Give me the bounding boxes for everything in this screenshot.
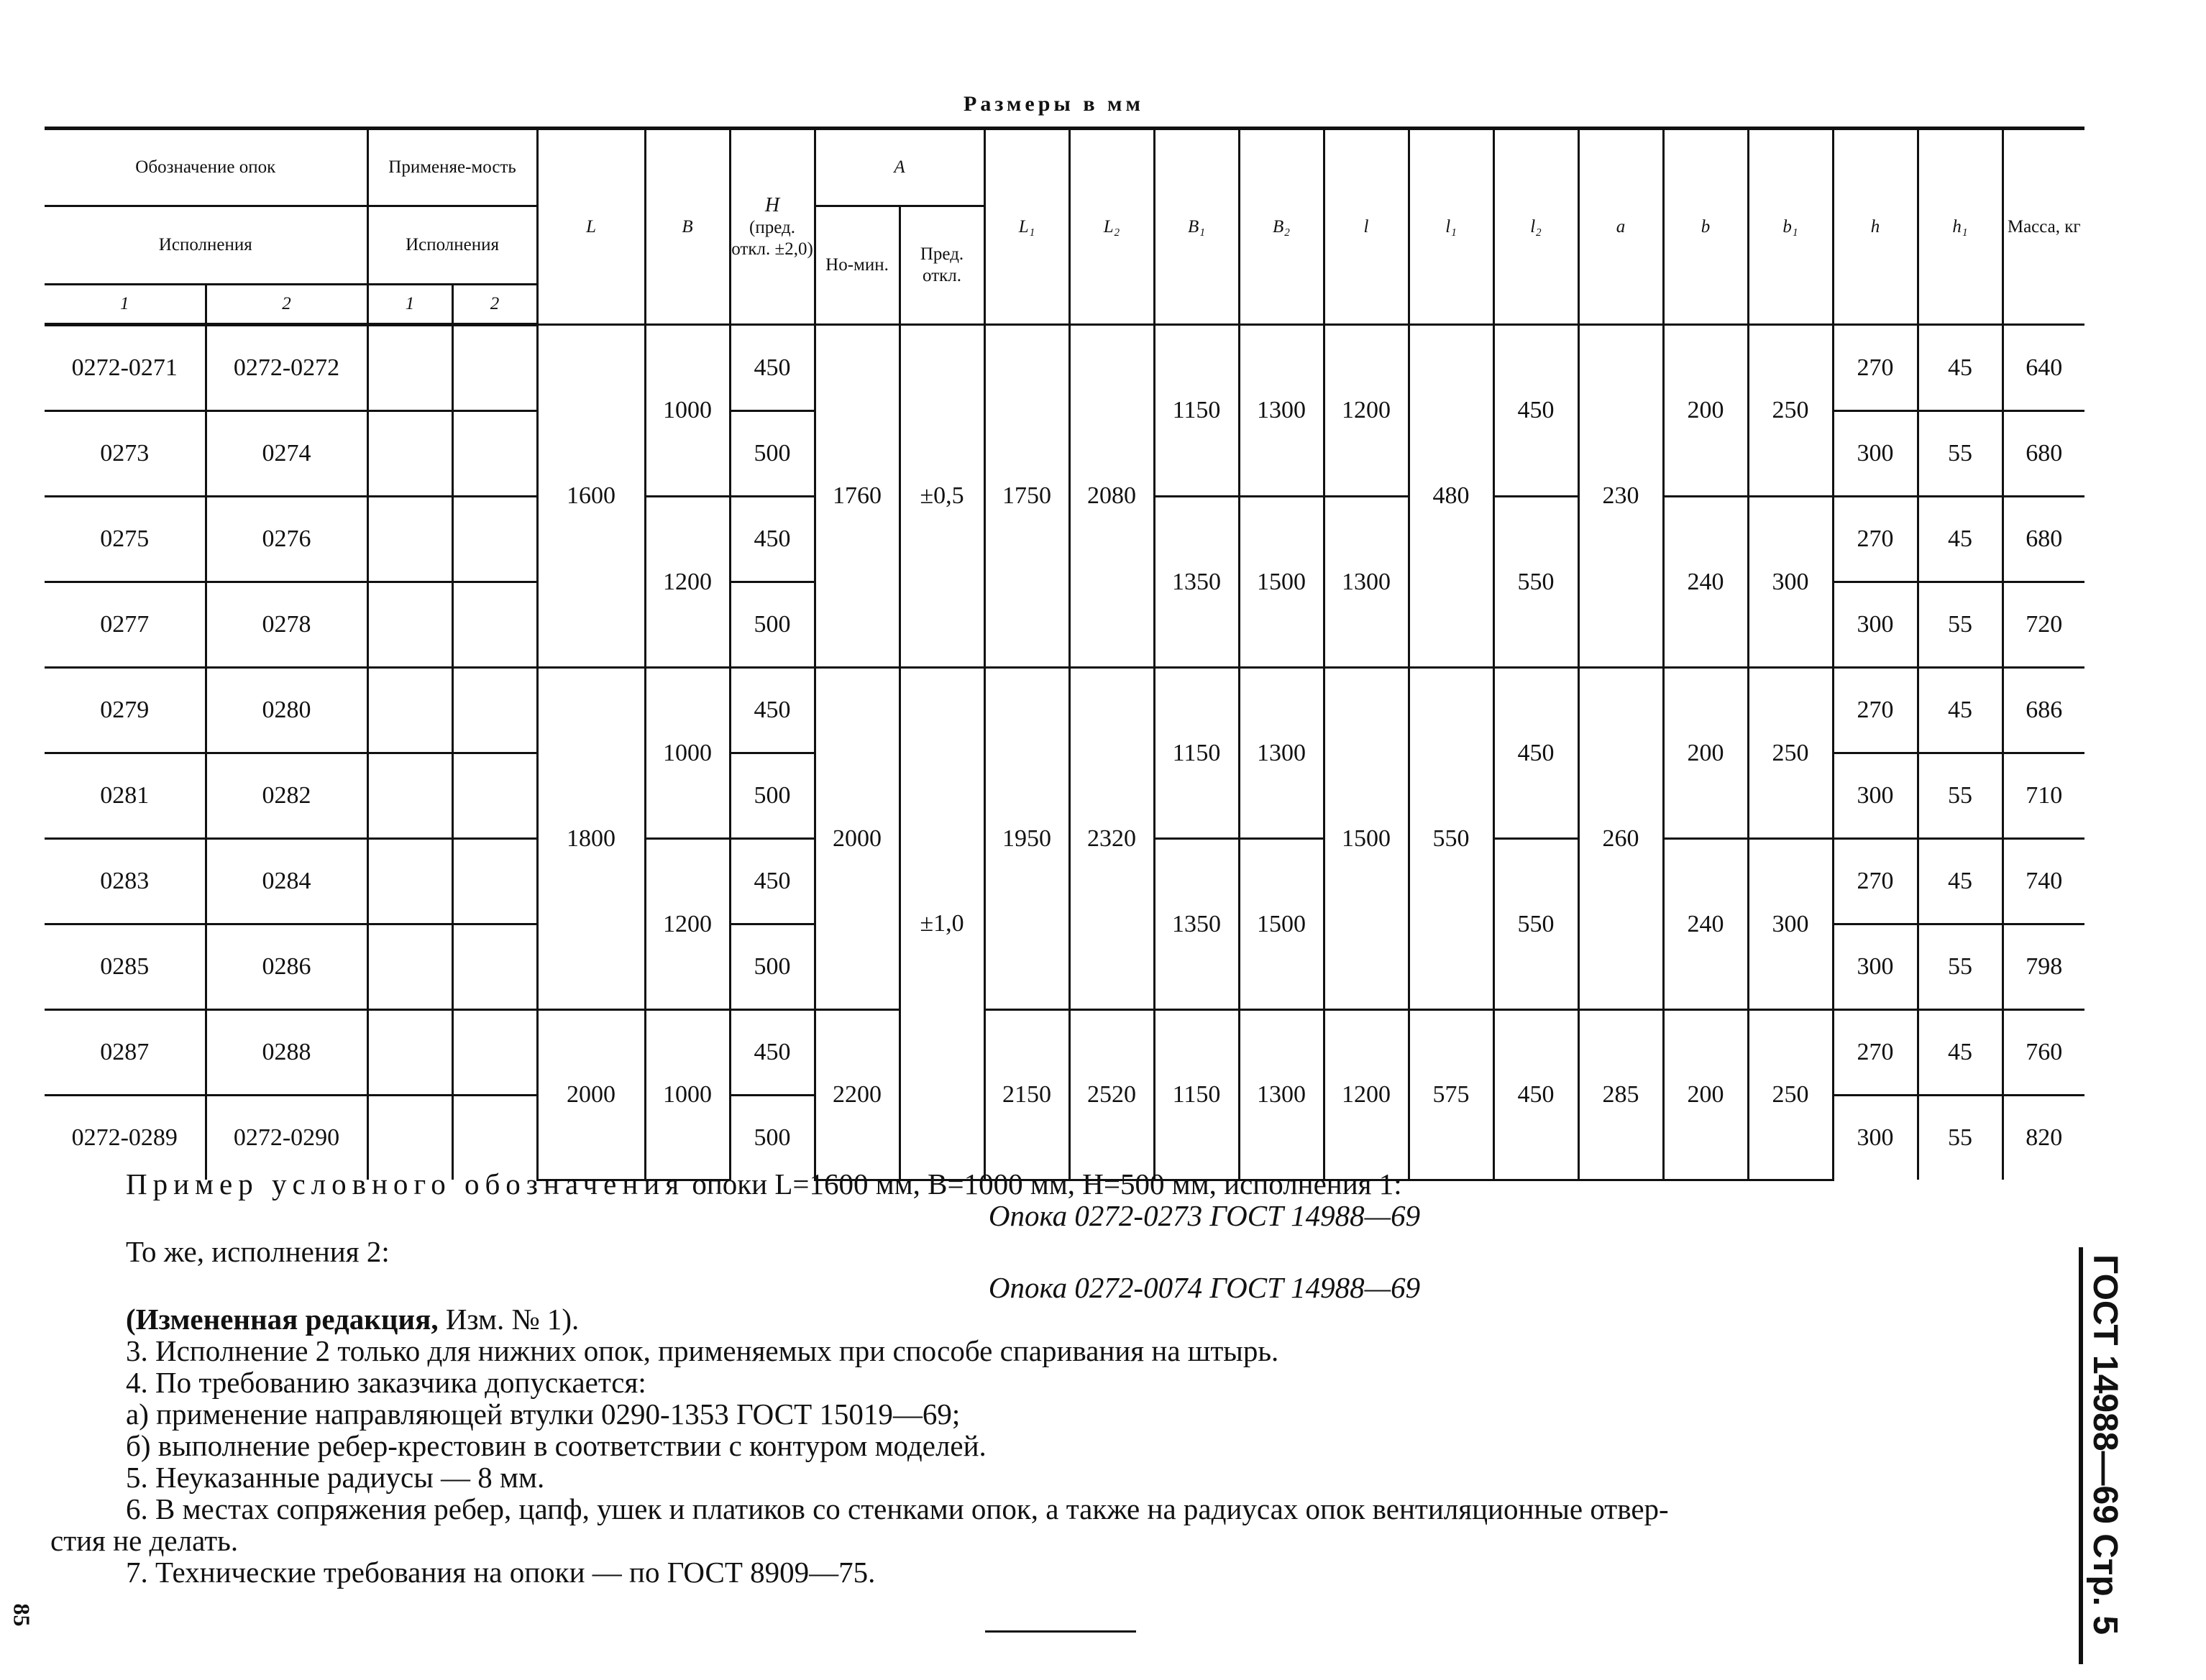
cell-b1: 250: [1748, 1010, 1833, 1180]
header-h1: h₁: [1918, 129, 2003, 325]
cell-l: 1300: [1324, 497, 1409, 668]
cell-H: 450: [730, 839, 815, 924]
cell-h1: 55: [1918, 582, 2003, 668]
header-B: B: [645, 129, 730, 325]
cell-h1: 55: [1918, 1096, 2003, 1180]
cell-mass: 680: [2003, 497, 2084, 582]
cell-b: 200: [1663, 325, 1748, 497]
cell-h: 300: [1833, 411, 1918, 497]
cell-B: 1000: [645, 325, 730, 497]
cell-H: 500: [730, 924, 815, 1010]
cell-b: 200: [1663, 668, 1748, 839]
cell-version-2: 0276: [206, 497, 367, 582]
cell-mass: 680: [2003, 411, 2084, 497]
note-4b: б) выполнение ребер-крестовин в соответствии с контуром моделей.: [126, 1429, 987, 1462]
cell-h1: 45: [1918, 668, 2003, 753]
cell-h: 270: [1833, 497, 1918, 582]
header-h: h: [1833, 129, 1918, 325]
cell-version-1: 0287: [45, 1010, 206, 1096]
cell-appl-1: [367, 497, 452, 582]
header-a: a: [1578, 129, 1663, 325]
cell-L2: 2080: [1069, 325, 1154, 668]
cell-B2: 1500: [1239, 839, 1324, 1010]
cell-l: 1200: [1324, 1010, 1409, 1180]
cell-B: 1000: [645, 1010, 730, 1180]
cell-h1: 55: [1918, 411, 2003, 497]
cell-version-2: 0288: [206, 1010, 367, 1096]
cell-L: 2000: [537, 1010, 645, 1180]
example-text: опоки L=1600 мм, B=1000 мм, H=500 мм, исполнения 1:: [692, 1167, 1402, 1201]
note-7: 7. Технические требования на опоки — по ГОСТ 8909—75.: [126, 1556, 876, 1589]
cell-l2: 450: [1493, 1010, 1578, 1180]
note-4a: а) применение направляющей втулки 0290-1353 ГОСТ 15019—69;: [126, 1397, 961, 1431]
cell-mass: 640: [2003, 325, 2084, 411]
cell-l1: 480: [1409, 325, 1493, 668]
cell-B1: 1150: [1154, 325, 1239, 497]
note-3: 3. Исполнение 2 только для нижних опок, применяемых при способе спаривания на штырь.: [126, 1334, 1279, 1367]
header-b: b: [1663, 129, 1748, 325]
cell-version-1: 0285: [45, 924, 206, 1010]
cell-B1: 1350: [1154, 839, 1239, 1010]
note-6-continuation: стия не делать.: [50, 1524, 239, 1557]
cell-B1: 1350: [1154, 497, 1239, 668]
cell-appl-2: [452, 924, 537, 1010]
example-designation-1: Опока 0272-0273 ГОСТ 14988—69: [988, 1199, 1421, 1232]
cell-l: 1500: [1324, 668, 1409, 1010]
cell-h1: 45: [1918, 325, 2003, 411]
cell-l1: 575: [1409, 1010, 1493, 1180]
cell-l2: 450: [1493, 668, 1578, 839]
cell-mass: 720: [2003, 582, 2084, 668]
cell-version-1: 0277: [45, 582, 206, 668]
cell-H: 450: [730, 497, 815, 582]
cell-appl-2: [452, 668, 537, 753]
header-L1: L₁: [984, 129, 1069, 325]
cell-l1: 550: [1409, 668, 1493, 1010]
cell-b1: 300: [1748, 497, 1833, 668]
header-designation: Обозначение опок: [45, 129, 367, 206]
cell-version-2: 0280: [206, 668, 367, 753]
cell-appl-1: [367, 839, 452, 924]
cell-H: 450: [730, 668, 815, 753]
cell-B2: 1300: [1239, 1010, 1324, 1180]
dimensions-caption: Размеры в мм: [964, 92, 1144, 116]
cell-h1: 55: [1918, 753, 2003, 839]
header-B1: B₁: [1154, 129, 1239, 325]
header-L2: L₂: [1069, 129, 1154, 325]
header-A: A: [815, 129, 984, 206]
header-applicability: Применяе-мость: [367, 129, 537, 206]
table-row: [45, 1010, 2084, 1096]
cell-b: 240: [1663, 497, 1748, 668]
cell-B: 1000: [645, 668, 730, 839]
amended-note: (Измененная редакция, Изм. № 1).: [126, 1303, 580, 1336]
header-H: H (пред. откл. ±2,0): [730, 129, 815, 325]
cell-H: 450: [730, 325, 815, 411]
cell-a: 230: [1578, 325, 1663, 668]
header-appl-1: 1: [367, 285, 452, 325]
cell-mass: 798: [2003, 924, 2084, 1010]
cell-H: 500: [730, 582, 815, 668]
cell-B: 1200: [645, 839, 730, 1010]
cell-appl-2: [452, 497, 537, 582]
example-line: [126, 1168, 2067, 1200]
cell-mass: 820: [2003, 1096, 2084, 1180]
cell-h: 300: [1833, 924, 1918, 1010]
cell-appl-2: [452, 1010, 537, 1096]
cell-appl-1: [367, 411, 452, 497]
cell-H: 500: [730, 411, 815, 497]
cell-version-2: 0286: [206, 924, 367, 1010]
standard-page-label: ГОСТ 14988—69 Стр. 5: [2082, 1254, 2125, 1657]
cell-h1: 45: [1918, 497, 2003, 582]
cell-L2: 2320: [1069, 668, 1154, 1010]
header-appl-versions: Исполнения: [367, 206, 537, 285]
cell-version-1: 0272-0289: [71, 1124, 178, 1151]
dimensions-table: [45, 127, 2084, 1181]
cell-appl-2: [452, 325, 537, 411]
cell-B2: 1500: [1239, 497, 1324, 668]
header-version-1: 1: [45, 285, 206, 325]
header-mass: Масса, кг: [2003, 129, 2084, 325]
cell-appl-1: [367, 582, 452, 668]
cell-h: 300: [1833, 1096, 1918, 1180]
page-number: 85: [9, 1603, 35, 1627]
cell-l2: 550: [1493, 497, 1578, 668]
header-l1: l₁: [1409, 129, 1493, 325]
cell-A-dev: ±0,5: [900, 325, 984, 668]
cell-L: 1600: [537, 325, 645, 668]
cell-h: 270: [1833, 1010, 1918, 1096]
header-b1: b₁: [1748, 129, 1833, 325]
table-row: [45, 668, 2084, 753]
cell-b1: 250: [1748, 668, 1833, 839]
example-designation-2: Опока 0272-0074 ГОСТ 14988—69: [988, 1271, 1421, 1304]
cell-h: 270: [1833, 668, 1918, 753]
side-label-bar: [2079, 1247, 2083, 1664]
cell-B2: 1300: [1239, 325, 1324, 497]
cell-B1: 1150: [1154, 668, 1239, 839]
cell-L1: 1950: [984, 668, 1069, 1010]
cell-b1: 250: [1748, 325, 1833, 497]
cell-B2: 1300: [1239, 668, 1324, 839]
header-B2: B₂: [1239, 129, 1324, 325]
cell-mass: 710: [2003, 753, 2084, 839]
cell-A-nom: 2000: [815, 668, 900, 1010]
cell-A-nom: 2200: [815, 1010, 900, 1180]
cell-version-2: 0274: [206, 411, 367, 497]
header-version-2: 2: [206, 285, 367, 325]
cell-H: 500: [730, 1096, 815, 1180]
cell-mass: 740: [2003, 839, 2084, 924]
cell-H: 450: [730, 1010, 815, 1096]
cell-version-2: 0272-0290: [206, 1096, 367, 1180]
cell-version-2: 0282: [206, 753, 367, 839]
header-A-nom: Но-мин.: [815, 206, 900, 325]
cell-appl-1: [367, 668, 452, 753]
cell-a: 285: [1578, 1010, 1663, 1180]
cell-version-1: 0279: [45, 668, 206, 753]
bottom-rule: [985, 1630, 1136, 1633]
cell-appl-1: [367, 1010, 452, 1096]
cell-L: 1800: [537, 668, 645, 1010]
table-row: [45, 325, 2084, 411]
cell-H: 500: [730, 753, 815, 839]
cell-L1: 2150: [984, 1010, 1069, 1180]
cell-L1: 1750: [984, 325, 1069, 668]
cell-b1: 300: [1748, 839, 1833, 1010]
cell-appl-2: [452, 411, 537, 497]
cell-h: 300: [1833, 753, 1918, 839]
cell-appl-1: [367, 325, 452, 411]
cell-version-1: 0272-0271: [45, 325, 206, 411]
same-version-2: То же, исполнения 2:: [126, 1235, 390, 1268]
cell-version-2: 0272-0272: [206, 325, 367, 411]
header-L: L: [537, 129, 645, 325]
cell-mass: 760: [2003, 1010, 2084, 1096]
note-6: 6. В местах сопряжения ребер, цапф, ушек и платиков со стенками опок, а также на радиусах опок вентиляционные отвер-: [126, 1492, 1669, 1525]
example-prefix: Пример условного обозначения: [126, 1167, 685, 1201]
cell-b: 200: [1663, 1010, 1748, 1180]
cell-version-1: 0283: [45, 839, 206, 924]
header-versions: Исполнения: [45, 206, 367, 285]
cell-version-2: 0278: [206, 582, 367, 668]
cell-version-1: 0273: [45, 411, 206, 497]
cell-L2: 2520: [1069, 1010, 1154, 1180]
note-4: 4. По требованию заказчика допускается:: [126, 1366, 646, 1399]
cell-version-2: 0284: [206, 839, 367, 924]
cell-appl-2: [452, 582, 537, 668]
cell-B: 1200: [645, 497, 730, 668]
cell-appl-1: [367, 753, 452, 839]
notes-block: [50, 1167, 2067, 1589]
header-A-dev: Пред. откл.: [900, 206, 984, 325]
cell-A-nom: 1760: [815, 325, 900, 668]
cell-appl-1: [367, 924, 452, 1010]
cell-appl-2: [452, 753, 537, 839]
cell-b: 240: [1663, 839, 1748, 1010]
cell-A-dev: ±1,0: [900, 668, 984, 1180]
note-5: 5. Неуказанные радиусы — 8 мм.: [126, 1461, 545, 1494]
cell-l2: 550: [1493, 839, 1578, 1010]
cell-l2: 450: [1493, 325, 1578, 497]
header-l2: l₂: [1493, 129, 1578, 325]
cell-h: 270: [1833, 325, 1918, 411]
cell-l: 1200: [1324, 325, 1409, 497]
header-l: l: [1324, 129, 1409, 325]
cell-version-1: 0281: [45, 753, 206, 839]
cell-h: 270: [1833, 839, 1918, 924]
cell-version-1: 0275: [45, 497, 206, 582]
cell-h1: 55: [1918, 924, 2003, 1010]
cell-B1: 1150: [1154, 1010, 1239, 1180]
header-appl-2: 2: [452, 285, 537, 325]
cell-h: 300: [1833, 582, 1918, 668]
cell-appl-2: [452, 839, 537, 924]
cell-h1: 45: [1918, 839, 2003, 924]
cell-a: 260: [1578, 668, 1663, 1010]
cell-h1: 45: [1918, 1010, 2003, 1096]
cell-mass: 686: [2003, 668, 2084, 753]
